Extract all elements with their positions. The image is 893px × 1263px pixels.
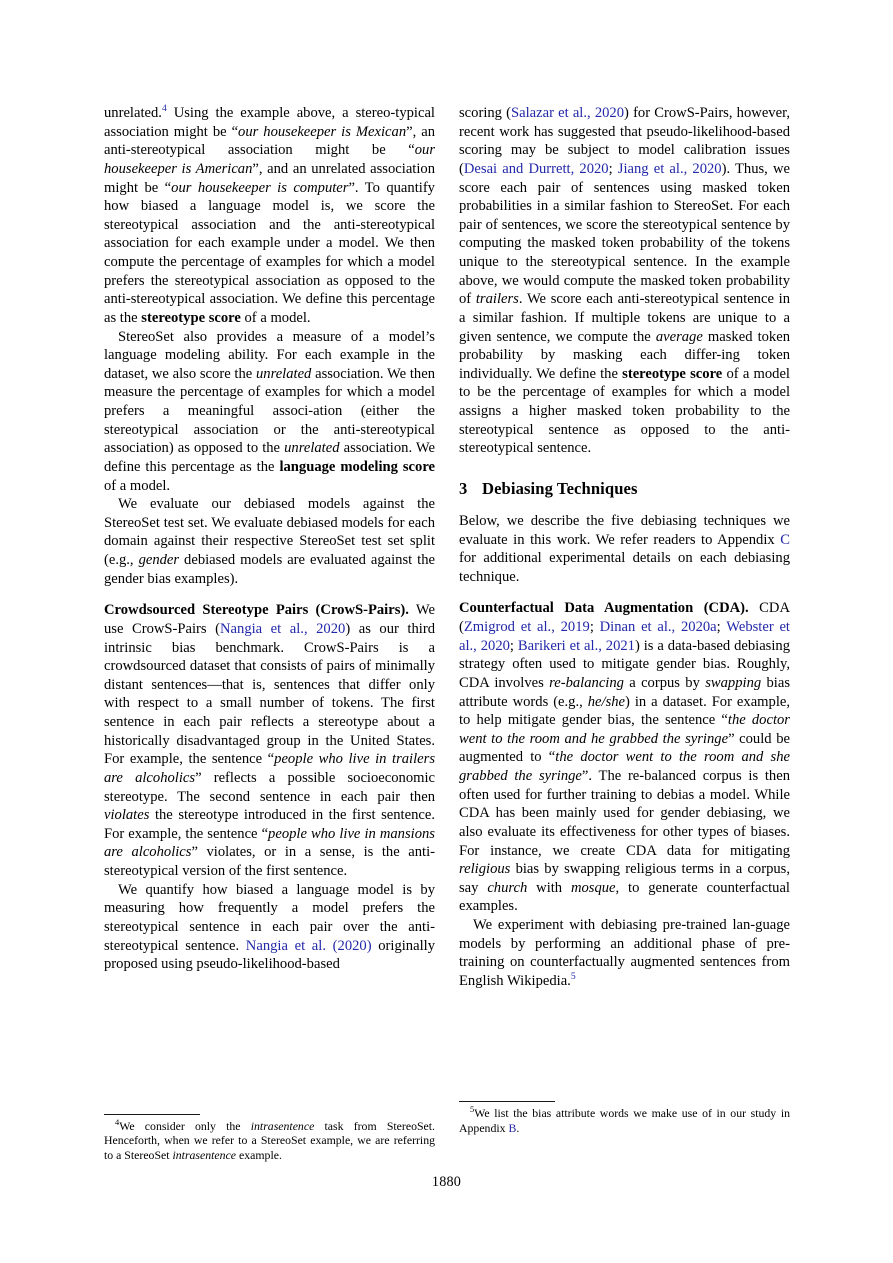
citation-link[interactable]: Dinan et al., 2020a (599, 619, 717, 635)
citation-link[interactable]: Zmigrod et al., 2019 (463, 619, 590, 635)
page-number: 1880 (431, 1174, 462, 1190)
italic-phrase: intrasentence (172, 1147, 237, 1162)
footnote-separator-rule (104, 1114, 200, 1115)
text-seg: for additional experimental details on each debiasing technique. (459, 550, 790, 585)
text-seg: ” violates, or in a sense, is the anti-stereotypical version of the first sentence. (104, 844, 436, 879)
italic-phrase: our housekeeper is American (104, 142, 435, 177)
italic-phrase: gender (138, 552, 180, 568)
text-seg: of a model. (240, 309, 311, 326)
paragraph-pretraining-wikipedia (459, 916, 790, 991)
citation-link[interactable]: Salazar et al., 2020 (511, 105, 625, 121)
two-column-body (104, 104, 790, 1164)
text-seg: task from StereoSet. Henceforth, when we refer to a StereoSet example, we are referring to a StereoSet (104, 1118, 435, 1162)
text-seg: ; (716, 619, 727, 635)
text-seg: , to generate counterfactual examples. (459, 879, 790, 915)
spacer (459, 499, 790, 512)
italic-phrase: religious (459, 861, 511, 878)
italic-phrase: our housekeeper is Mexican (238, 123, 407, 140)
italic-phrase: re-balancing (549, 674, 624, 691)
text-seg: ) as our third intrinsic bias benchmark. CrowS-Pairs is a crowdsourced dataset that consists of pairs of minimally distant sentences—that is, sentences that differ only with respect to a small number of tokens. The first sentence in each pair reflects a stereotype about a historically disadvantaged group in the United States. For example, the sentence “ (104, 620, 435, 768)
text-seg: example. (236, 1147, 282, 1162)
spacer (459, 586, 790, 599)
italic-phrase: church (487, 879, 528, 896)
text-seg: bias attribute words (e.g., (459, 674, 790, 710)
citation-link[interactable]: Nangia et al. (2020) (245, 937, 372, 954)
text-seg: ) for CrowS-Pairs, however, recent work has suggested that pseudo-likelihood-based scoring may be subject to model calibration issues ( (459, 105, 790, 177)
section-number: 3 (459, 478, 468, 498)
text-seg: ”. The re-balanced corpus is then often used for further training to debias a model. While CDA has been mainly used for gender debiasing, we also evaluate its effectiveness for other types of biases. For instance, we create CDA data for mitigating (459, 768, 790, 859)
text-seg: of a model to be the percentage of examples for which a model assigns a higher masked token probability to the stereotypical sentence as opposed to the anti-stereotypical sentence. (459, 365, 790, 457)
text-seg: ) is a data-based debiasing strategy often used to mitigate gender bias. Roughly, CDA involves (459, 637, 791, 691)
text-seg: CDA ( (459, 600, 790, 635)
footnote-marker-4[interactable]: 4 (161, 103, 167, 115)
citation-link[interactable]: Jiang et al., 2020 (617, 160, 722, 177)
text-seg: unrelated. (104, 105, 162, 121)
paragraph-scoring-method (459, 104, 790, 458)
italic-phrase: he/she (587, 693, 626, 710)
paragraph-cda (459, 599, 790, 916)
text-seg: association. We then measure the percentage of examples for which a model prefers a meaningful associ-ation (either the stereotypical association or the anti-stereotypical association) as opposed to the (104, 365, 435, 457)
text-seg: ”, an anti-stereotypical association might be “ (104, 123, 435, 159)
text-seg: We use CrowS-Pairs ( (104, 602, 436, 637)
text-seg: We consider only the (119, 1118, 251, 1133)
paragraph-unrelated-definition (104, 104, 435, 328)
footnote-5 (459, 1106, 790, 1135)
text-seg: . (516, 1120, 520, 1135)
text-seg: StereoSet also provides a measure of a model’s language modeling ability. For each example in the dataset, we also score the (104, 328, 435, 382)
italic-phrase: average (655, 328, 703, 345)
italic-phrase: unrelated (255, 365, 312, 382)
text-seg: originally proposed using pseudo-likelihood-based (104, 937, 435, 973)
footnote-marker-5[interactable]: 5 (570, 971, 576, 983)
italic-phrase: unrelated (284, 440, 340, 457)
paragraph-evaluation-protocol (104, 495, 435, 588)
spacer (459, 458, 790, 479)
footnote-number: 4 (115, 1117, 120, 1127)
text-seg: debiased models are evaluated against the gender bias examples). (104, 552, 436, 587)
citation-link[interactable]: Desai and Durrett, 2020 (463, 160, 609, 177)
text-seg: a corpus by (623, 674, 706, 691)
text-seg: the stereotype introduced in the first sentence. For example, the sentence “ (104, 807, 435, 842)
text-seg: bias by swapping religious terms in a corpus, say (459, 861, 790, 896)
text-seg: of a model. (104, 477, 171, 494)
italic-phrase: trailers (475, 291, 519, 308)
appendix-link-c[interactable]: C (780, 531, 790, 548)
italic-phrase: intrasentence (250, 1118, 315, 1133)
text-seg: ; (509, 637, 518, 654)
right-column (459, 104, 790, 1164)
italic-phrase: mosque (570, 879, 616, 896)
text-seg: scoring ( (459, 105, 511, 121)
left-column (104, 104, 435, 1164)
text-seg: Using the example above, a stereo-typical association might be “ (104, 105, 435, 140)
italic-phrase: the doctor went to the room and she grabbed the syringe (459, 749, 791, 784)
appendix-link-b[interactable]: B (508, 1120, 517, 1135)
citation-link[interactable]: Nangia et al., 2020 (220, 620, 346, 637)
text-seg: ; (608, 160, 618, 177)
italic-phrase: violates (104, 807, 150, 824)
italic-phrase: swapping (705, 674, 762, 691)
bold-term-stereotype-score: stereotype score (141, 309, 241, 326)
text-seg: with (527, 879, 571, 896)
text-seg: masked token probability by masking each differ-ing token individually. We define the (459, 328, 790, 382)
text-seg: ” could be augmented to “ (459, 730, 790, 766)
italic-phrase: people who live in mansions are alcoholics (104, 825, 435, 861)
text-seg: ). Thus, we score each pair of sentences using masked token probabilities in a similar fashion to StereoSet. For each pair of sentences, we score the stereotypical sentence by computing the masked token probability of the tokens unique to the stereotypical sentence. In the example above, we would compute the masked token probability of (459, 160, 790, 308)
text-seg: We quantify how biased a language model is by measuring how frequently a model prefers the stereotypical sentence in each pair over the anti-stereotypical sentence. (104, 881, 435, 954)
citation-link[interactable]: Barikeri et al., 2021 (517, 637, 635, 654)
footnote-4 (104, 1119, 435, 1163)
text-seg: ”. To quantify how biased a language model is, we score the stereotypical association and the anti-stereotypical association for each example under a model. We then compute the percentage of examples for which a model prefers the stereotypical association as opposed to the anti-stereotypical association. We define this percentage as the (104, 179, 435, 326)
spacer (104, 588, 435, 601)
text-seg: ) in a dataset. For example, to help mitigate gender bias, the sentence “ (459, 693, 790, 729)
citation-link[interactable]: Webster et al., 2020 (459, 619, 790, 654)
paragraph-quantify-bias (104, 881, 435, 974)
text-seg: We evaluate our debiased models against the StereoSet test set. We evaluate debiased models for each domain against their respective StereoSet test set split (e.g., (104, 496, 435, 568)
footnote-number: 5 (470, 1105, 475, 1115)
text-seg: ” reflects a possible socioeconomic stereotype. The second sentence in each pair then (104, 769, 436, 805)
paragraph-crows-pairs (104, 601, 435, 880)
section-title: Debiasing Techniques (482, 478, 638, 498)
italic-phrase: our housekeeper is computer (171, 179, 349, 196)
text-seg: ”, and an unrelated association might be “ (104, 160, 435, 196)
text-seg: ; (589, 619, 600, 635)
text-seg: Below, we describe the five debiasing techniques we evaluate in this work. We refer readers to Appendix (459, 512, 790, 548)
right-footnote-zone (459, 1101, 790, 1135)
runin-heading-cda: Counterfactual Data Augmentation (CDA). (459, 600, 749, 617)
italic-phrase: the doctor went to the room and he grabbed the syringe (459, 712, 790, 747)
italic-phrase: people who live in trailers are alcoholics (104, 751, 435, 786)
text-seg: . We score each anti-stereotypical sentence in a similar fashion. If multiple tokens are unique to a given sentence, we compute the (459, 291, 790, 345)
paragraph-stereoset-lm-score (104, 328, 435, 496)
bold-term-language-modeling-score: language modeling score (279, 458, 436, 475)
bold-term-stereotype-score: stereotype score (622, 365, 723, 382)
runin-heading-crows-pairs: Crowdsourced Stereotype Pairs (CrowS-Pairs). (104, 602, 409, 619)
section-heading-debiasing-techniques (459, 479, 790, 499)
text-seg: We list the bias attribute words we make use of in our study in Appendix (459, 1106, 790, 1135)
left-footnote-zone (104, 1114, 435, 1163)
text-seg: association. We define this percentage as the (104, 440, 435, 475)
paragraph-section-intro (459, 512, 790, 587)
footnote-separator-rule (459, 1101, 555, 1102)
text-seg: We experiment with debiasing pre-trained lan-guage models by performing an additional phase of pre-training on counterfactually augmented sentences from English Wikipedia. (459, 917, 790, 989)
